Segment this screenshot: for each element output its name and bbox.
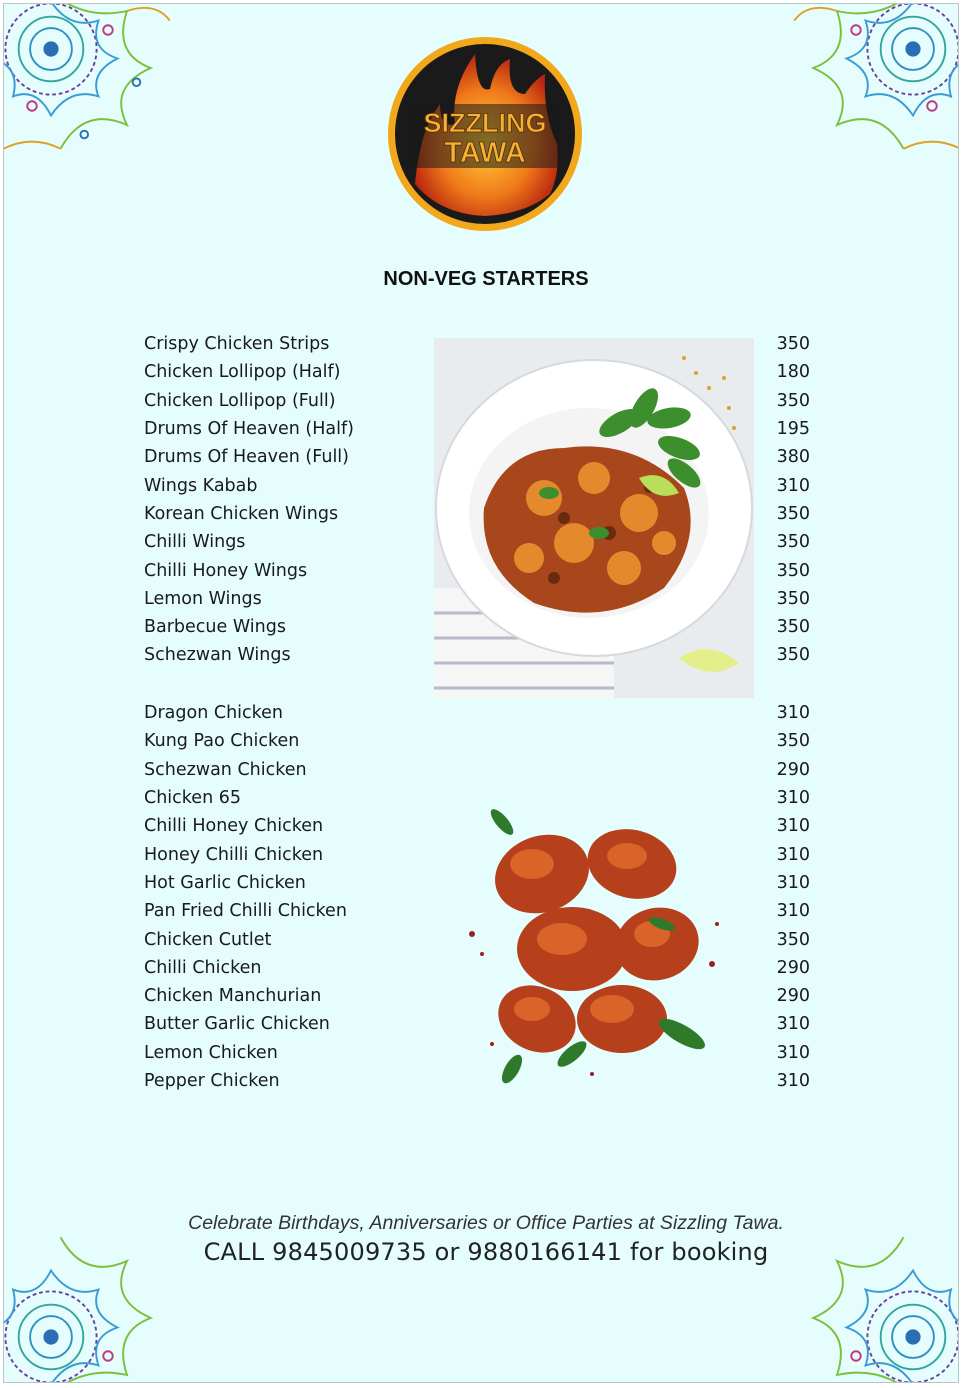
item-name: Chilli Wings <box>144 532 246 553</box>
item-price: 310 <box>776 1071 810 1091</box>
item-name: Chicken Manchurian <box>144 986 322 1007</box>
item-name: Butter Garlic Chicken <box>144 1014 330 1035</box>
item-price: 350 <box>776 532 810 553</box>
item-name: Drums Of Heaven (Half) <box>144 419 354 440</box>
item-price: 350 <box>776 645 810 666</box>
footer-booking-phone: CALL 9845009735 or 9880166141 for booking <box>203 1238 769 1266</box>
item-price: 310 <box>776 703 810 724</box>
item-name: Wings Kabab <box>144 475 258 496</box>
item-name: Drums Of Heaven (Full) <box>144 447 349 468</box>
item-name: Schezwan Chicken <box>144 759 307 780</box>
item-name: Pan Fried Chilli Chicken <box>144 901 347 922</box>
item-price: 290 <box>776 957 810 978</box>
item-price: 350 <box>776 617 810 638</box>
item-name: Schezwan Wings <box>144 645 291 666</box>
menu-item <box>144 756 816 784</box>
item-price: 310 <box>776 901 810 922</box>
item-name: Dragon Chicken <box>144 703 284 724</box>
item-price: 195 <box>776 419 810 440</box>
item-price: 380 <box>776 447 810 468</box>
item-price: 350 <box>776 560 810 581</box>
menu-item <box>144 727 816 755</box>
item-name: Chicken 65 <box>144 788 241 809</box>
item-name: Chicken Lollipop (Half) <box>144 362 341 383</box>
item-name: Honey Chilli Chicken <box>144 844 324 865</box>
item-name: Barbecue Wings <box>144 617 286 638</box>
item-price: 310 <box>776 1014 810 1035</box>
item-name: Korean Chicken Wings <box>144 503 339 524</box>
item-name: Hot Garlic Chicken <box>144 872 306 893</box>
item-price: 310 <box>776 788 810 809</box>
item-price: 180 <box>776 362 810 383</box>
section-title: NON-VEG STARTERS <box>383 268 589 290</box>
item-price: 310 <box>776 816 810 837</box>
item-name: Kung Pao Chicken <box>144 731 300 752</box>
item-price: 310 <box>776 475 810 496</box>
item-price: 290 <box>776 986 810 1007</box>
item-name: Chilli Honey Wings <box>144 560 308 581</box>
menu-page <box>3 3 959 1383</box>
item-price: 310 <box>776 872 810 893</box>
item-price: 310 <box>776 1042 810 1063</box>
item-name: Chicken Cutlet <box>144 929 272 950</box>
item-price: 350 <box>776 731 810 752</box>
chicken-pieces-photo-icon <box>462 804 732 1086</box>
chicken-dish-photo-icon <box>434 338 754 698</box>
item-name: Chicken Lollipop (Full) <box>144 390 336 411</box>
item-name: Chilli Chicken <box>144 957 262 978</box>
item-name: Lemon Chicken <box>144 1042 278 1063</box>
item-price: 290 <box>776 759 810 780</box>
item-name: Chilli Honey Chicken <box>144 816 324 837</box>
item-name: Crispy Chicken Strips <box>144 334 330 355</box>
mandala-ornament-top-right-icon <box>780 3 959 182</box>
item-price: 350 <box>776 588 810 609</box>
menu-item <box>144 699 816 727</box>
logo-line1: SIZZLING <box>423 108 547 138</box>
item-price: 350 <box>776 390 810 411</box>
item-name: Pepper Chicken <box>144 1071 280 1091</box>
mandala-ornament-top-left-icon <box>3 3 184 182</box>
item-price: 310 <box>776 844 810 865</box>
item-price: 350 <box>776 503 810 524</box>
item-name: Lemon Wings <box>144 588 262 609</box>
footer-tagline: Celebrate Birthdays, Anniversaries or Office Parties at Sizzling Tawa. <box>188 1212 784 1234</box>
item-price: 350 <box>776 929 810 950</box>
logo-line2: TAWA <box>444 137 526 169</box>
sizzling-tawa-logo <box>385 34 585 234</box>
item-price: 350 <box>776 334 810 355</box>
